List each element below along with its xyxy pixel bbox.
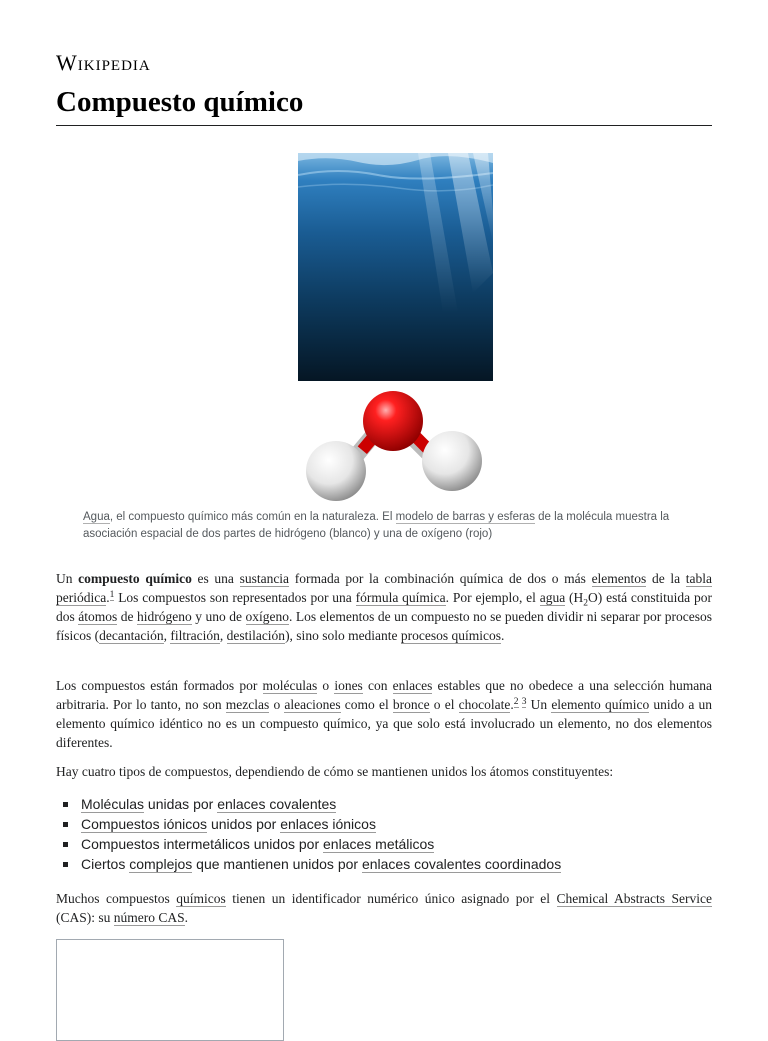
link-chocolate[interactable]: chocolate: [458, 697, 511, 712]
link-compuestos-ionicos[interactable]: Compuestos iónicos: [81, 816, 208, 832]
link-oxigeno[interactable]: oxígeno: [245, 609, 289, 624]
link-enlaces-metalicos[interactable]: enlaces metálicos: [323, 836, 435, 852]
link-decantacion[interactable]: decantación: [99, 628, 164, 643]
link-iones[interactable]: iones: [334, 678, 363, 693]
link-moleculas[interactable]: moléculas: [262, 678, 318, 693]
link-agua[interactable]: agua: [539, 590, 566, 605]
link-cas[interactable]: Chemical Abstracts Service: [556, 891, 712, 906]
link-elemento-quimico[interactable]: elemento químico: [551, 697, 650, 712]
link-formula-quimica[interactable]: fórmula química: [355, 590, 446, 605]
ocean-photo[interactable]: [298, 153, 493, 381]
link-filtracion[interactable]: filtración: [170, 628, 220, 643]
table-box: [56, 939, 284, 1041]
link-moleculas-item[interactable]: Moléculas: [81, 796, 145, 812]
caption-link-modelo[interactable]: modelo de barras y esferas: [395, 511, 535, 523]
compound-types-list: [80, 794, 561, 874]
link-enlaces-coordinados[interactable]: enlaces covalentes coordinados: [361, 856, 562, 872]
ref-3[interactable]: 3: [521, 696, 527, 707]
link-enlaces-ionicos[interactable]: enlaces iónicos: [280, 816, 376, 832]
list-item: Moléculas unidas por enlaces covalentes: [80, 794, 561, 814]
link-bronce[interactable]: bronce: [392, 697, 430, 712]
figure-caption: Agua, el compuesto químico más común en la naturaleza. El modelo de barras y esferas de la molécula muestra la asociación espacial de dos partes de hidrógeno (blanco) y una de oxígeno (rojo): [83, 511, 670, 540]
link-destilacion[interactable]: destilación: [226, 628, 286, 643]
link-enlaces[interactable]: enlaces: [392, 678, 433, 693]
list-item: Compuestos intermetálicos unidos por enlaces metálicos: [80, 834, 561, 854]
list-item: Compuestos iónicos unidos por enlaces iónicos: [80, 814, 561, 834]
caption-link-agua[interactable]: Agua: [83, 511, 110, 523]
link-numero-cas[interactable]: número CAS: [113, 910, 185, 925]
title-divider: [56, 125, 712, 126]
list-item: Ciertos complejos que mantienen unidos por enlaces covalentes coordinados: [81, 856, 562, 872]
ref-2[interactable]: 2: [513, 696, 519, 707]
paragraph-cas: Muchos compuestos químicos tienen un identificador numérico único asignado por el Chemical Abstracts Service (CAS): su número CAS.: [56, 891, 712, 925]
link-sustancia[interactable]: sustancia: [239, 571, 290, 586]
link-atomos[interactable]: átomos: [78, 609, 118, 624]
link-tabla-periodica[interactable]: tabla periódica: [56, 571, 713, 605]
link-hidrogeno[interactable]: hidrógeno: [137, 609, 192, 624]
link-mezclas[interactable]: mezclas: [225, 697, 270, 712]
link-complejos[interactable]: complejos: [129, 856, 193, 872]
paragraph-composition: Los compuestos están formados por moléculas o iones con enlaces estables que no obedece a una selección humana arbitraria. Por lo tanto, no son mezclas o aleaciones como el bronce o el chocolate.$^{2 3}$ Un elemento químico unido a un elemento químico idéntico no es un compuesto químico, ya que solo está involucrado un elemento, no dos elementos diferentes.: [56, 678, 713, 750]
ref-1[interactable]: 1: [109, 589, 115, 600]
water-molecule-model[interactable]: [302, 391, 488, 503]
wikipedia-wordmark[interactable]: Wikipedia: [56, 50, 151, 75]
link-enlaces-covalentes[interactable]: enlaces covalentes: [217, 796, 337, 812]
paragraph-types-intro: Hay cuatro tipos de compuestos, dependiendo de cómo se mantienen unidos los átomos constituyentes:: [56, 764, 614, 779]
paragraph-intro: Un compuesto químico es una sustancia formada por la combinación química de dos o más elementos de la tabla periódica.$^1$ Los compuestos son representados por una fórmula química. Por ejemplo, el agua $(H_2O)$ está constituida por dos átomos de hidrógeno y uno de oxígeno. Los elementos de un compuesto no se pueden dividir ni separar por procesos físicos (decantación, filtración, destilación), sino solo mediante procesos químicos.: [56, 571, 713, 643]
link-elementos[interactable]: elementos: [591, 571, 647, 586]
term-bold: compuesto químico: [78, 571, 192, 586]
link-procesos-quimicos[interactable]: procesos químicos: [400, 628, 502, 643]
page-title: Compuesto químico: [56, 86, 304, 118]
infobox-figure: [298, 153, 493, 381]
link-quimicos[interactable]: químicos: [176, 891, 226, 906]
link-aleaciones[interactable]: aleaciones: [284, 697, 341, 712]
